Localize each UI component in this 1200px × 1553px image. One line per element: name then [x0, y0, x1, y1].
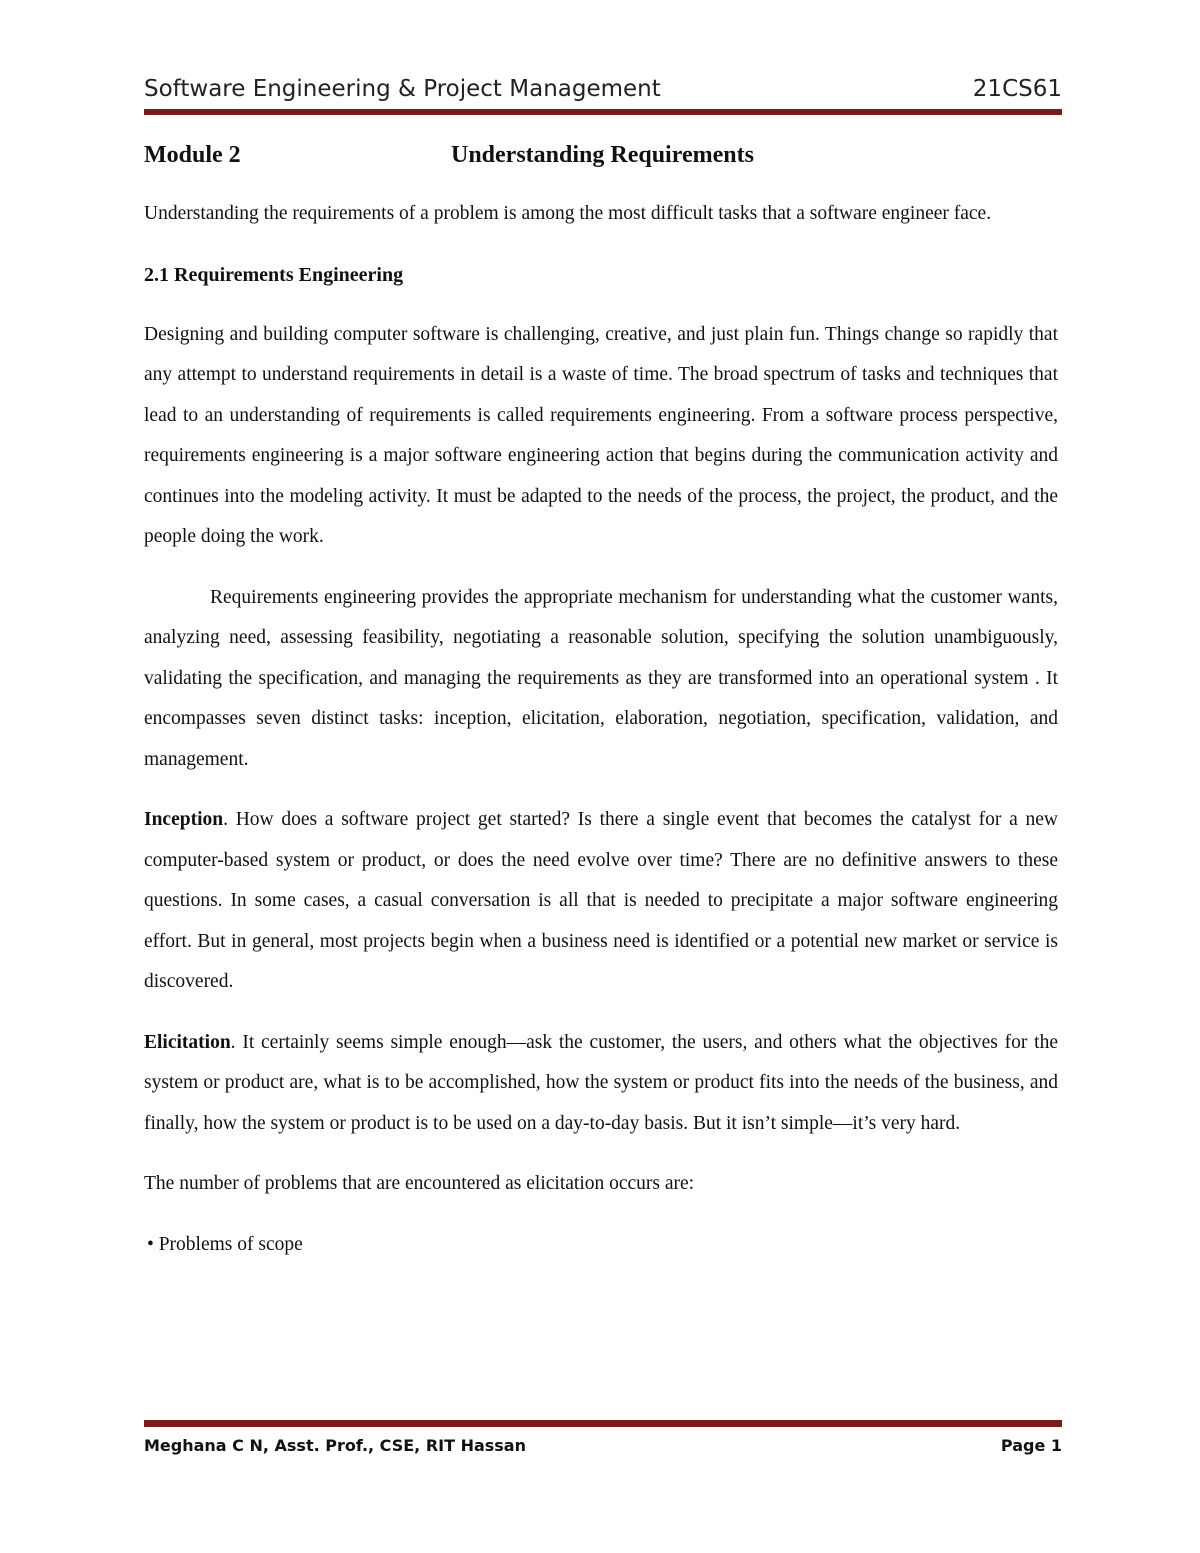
header-title: Software Engineering & Project Management	[144, 76, 661, 102]
section-heading: 2.1 Requirements Engineering	[144, 263, 404, 286]
footer-author: Meghana C N, Asst. Prof., CSE, RIT Hassan	[144, 1436, 526, 1455]
inception-text: . How does a software project get started? Is there a single event that becomes the catalyst for a new computer-based system or product, or does the need evolve over time? There are no definitive answers to these questions. In some cases, a casual conversation is all that is needed to precipitate a major software engineering effort. But in general, most projects begin when a business need is identified or a potential new market or service is discovered.	[144, 809, 1058, 992]
problems-intro: The number of problems that are encountered as elicitation occurs are:	[144, 1173, 695, 1194]
requirements-mechanism-paragraph: Requirements engineering provides the appropriate mechanism for understanding what the customer wants, analyzing need, assessing feasibility, negotiating a reasonable solution, specifying the solution unambiguously, validating the specification, and managing the requirements as they are transformed into an operational system . It encompasses seven distinct tasks: inception, elicitation, elaboration, negotiation, specification, validation, and management.	[144, 586, 1058, 770]
intro-paragraph: Understanding the requirements of a problem is among the most difficult tasks that a software engineer face.	[144, 203, 992, 224]
header-course-code: 21CS61	[972, 76, 1062, 102]
requirements-engineering-paragraph: Designing and building computer software is challenging, creative, and just plain fun. Things change so rapidly that any attempt to understand requirements in detail is a waste of time. The broad spectrum of tasks and techniques that lead to an understanding of requirements is called requirements engineering. From a software process perspective, requirements engineering is a major software engineering action that begins during the communication activity and continues into the modeling activity. It must be adapted to the needs of the process, the project, the product, and the people doing the work.	[144, 323, 1058, 547]
elicitation-text: . It certainly seems simple enough—ask the customer, the users, and others what the objectives for the system or product are, what is to be accomplished, how the system or product fits into the needs of the business, and finally, how the system or product is to be used on a day-to-day basis. But it isn’t simple—it’s very hard.	[144, 1031, 1058, 1134]
header-rule	[144, 109, 1062, 115]
elicitation-term: Elicitation	[144, 1031, 231, 1053]
footer-rule	[144, 1420, 1062, 1427]
page-header	[144, 72, 1062, 108]
elicitation-paragraph	[144, 1023, 1058, 1145]
page-content	[144, 138, 1058, 1265]
module-title: Understanding Requirements	[451, 142, 754, 168]
page-footer	[144, 1432, 1062, 1462]
list-item: • Problems of scope	[147, 1233, 303, 1255]
module-heading	[144, 138, 1058, 178]
inception-term: Inception	[144, 809, 224, 830]
footer-page-number: Page 1	[1000, 1436, 1062, 1455]
inception-paragraph	[144, 800, 1058, 1003]
module-number: Module 2	[144, 142, 241, 168]
